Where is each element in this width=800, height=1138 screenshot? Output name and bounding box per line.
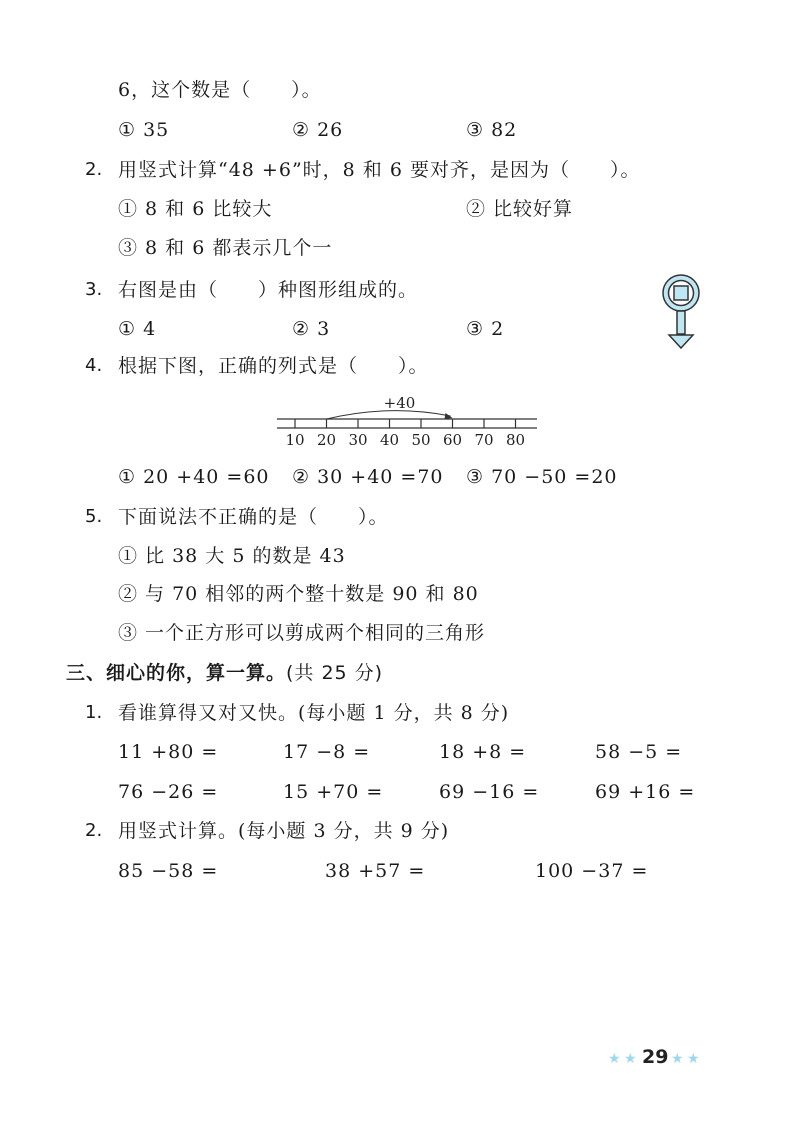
q2-option-1: ① 8 和 6 比较大 xyxy=(118,198,273,220)
s3q1-heading xyxy=(118,701,509,725)
oral-calc-2-1: 76 −26 = xyxy=(118,781,219,803)
page-number: 29 xyxy=(642,1046,669,1068)
q1-option-2: ② 26 xyxy=(292,119,344,141)
q4-option-1: ① 20 +40 =60 xyxy=(118,466,270,488)
s3q1-note: (每小题 1 分，共 8 分) xyxy=(298,702,510,724)
q3-option-3: ③ 2 xyxy=(466,318,505,340)
oral-calc-1-3: 18 +8 = xyxy=(439,741,527,763)
section-3-title: 三、细心的你，算一算。 xyxy=(66,662,287,684)
star-icon: ★ xyxy=(608,1051,621,1067)
q3-number: 3. xyxy=(85,279,103,300)
star-icon: ★ xyxy=(687,1051,700,1067)
vertical-calc-2: 38 +57 = xyxy=(325,860,426,882)
s3q1-text: 看谁算得又对又快。 xyxy=(118,702,299,724)
s3q2-note: (每小题 3 分，共 9 分) xyxy=(238,820,450,842)
q5-text: 下面说法不正确的是（ ）。 xyxy=(118,506,389,528)
q3-option-2: ② 3 xyxy=(292,318,331,340)
key-shape-figure xyxy=(657,271,707,351)
number-line-tick-label: 40 xyxy=(379,431,400,449)
number-line-tick-label: 70 xyxy=(474,431,494,449)
section-3-score: (共 25 分) xyxy=(286,662,384,684)
q1-option-1: ① 35 xyxy=(118,119,170,141)
number-line xyxy=(275,392,545,452)
section-3-heading xyxy=(66,661,383,685)
q5-option-3: ③ 一个正方形可以剪成两个相同的三角形 xyxy=(118,622,486,644)
q2-option-3: ③ 8 和 6 都表示几个一 xyxy=(118,237,333,259)
q4-option-3: ③ 70 −50 =20 xyxy=(466,466,618,488)
number-line-tick-label: 30 xyxy=(348,431,368,449)
q5-option-2: ② 与 70 相邻的两个整十数是 90 和 80 xyxy=(118,583,479,605)
s3q2-text: 用竖式计算。 xyxy=(118,820,239,842)
q5-number: 5. xyxy=(85,506,103,527)
q1-option-3: ③ 82 xyxy=(466,119,518,141)
number-line-tick-label: 10 xyxy=(285,431,305,449)
number-line-tick-label: 50 xyxy=(411,431,431,449)
oral-calc-2-2: 15 +70 = xyxy=(283,781,384,803)
q1-continuation: 6，这个数是（ ）。 xyxy=(118,79,322,101)
vertical-calc-1: 85 −58 = xyxy=(118,860,219,882)
number-line-tick-label: 60 xyxy=(442,431,463,449)
star-icon: ★ xyxy=(624,1051,637,1067)
vertical-calc-3: 100 −37 = xyxy=(535,860,649,882)
q4-option-2: ② 30 +40 =70 xyxy=(292,466,444,488)
number-line-tick-label: 80 xyxy=(505,431,526,449)
oral-calc-2-3: 69 −16 = xyxy=(439,781,540,803)
q3-option-1: ① 4 xyxy=(118,318,157,340)
q4-text: 根据下图，正确的列式是（ ）。 xyxy=(118,355,429,377)
number-line-tick-label: 20 xyxy=(316,431,337,449)
s3q2-heading xyxy=(118,819,449,843)
q2-number: 2. xyxy=(85,159,103,180)
q4-number: 4. xyxy=(85,355,103,376)
q2-option-2: ② 比较好算 xyxy=(466,198,574,220)
q2-text: 用竖式计算“48 +6”时，8 和 6 要对齐，是因为（ ）。 xyxy=(118,159,641,181)
s3q1-number: 1. xyxy=(85,702,103,723)
star-icon: ★ xyxy=(671,1051,684,1067)
s3q2-number: 2. xyxy=(85,820,103,841)
oral-calc-1-4: 58 −5 = xyxy=(595,741,683,763)
oral-calc-1-2: 17 −8 = xyxy=(283,741,371,763)
number-line-jump-label: +40 xyxy=(383,394,416,412)
oral-calc-1-1: 11 +80 = xyxy=(118,741,219,763)
oral-calc-2-4: 69 +16 = xyxy=(595,781,696,803)
q3-text: 右图是由（ ）种图形组成的。 xyxy=(118,279,419,301)
q5-option-1: ① 比 38 大 5 的数是 43 xyxy=(118,545,346,567)
